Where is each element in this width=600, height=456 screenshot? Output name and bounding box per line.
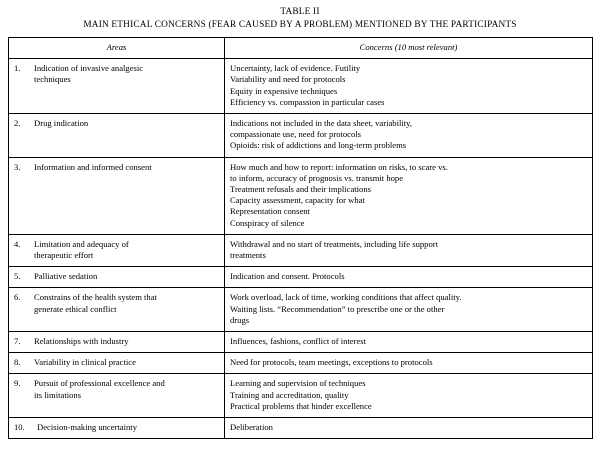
table-row	[9, 288, 593, 332]
table-row	[9, 374, 593, 418]
row-number: 9.	[14, 378, 21, 389]
concern-line: compassionate use, need for protocols	[230, 129, 362, 140]
area-label	[34, 336, 219, 347]
concerns-cell	[225, 288, 593, 332]
area-line: Relationships with industry	[34, 336, 129, 347]
concerns-cell	[225, 114, 593, 158]
concern-line: Efficiency vs. compassion in particular cases	[230, 96, 385, 107]
concerns-cell	[225, 157, 593, 234]
table-row	[9, 157, 593, 234]
row-number: 7.	[14, 336, 21, 347]
table-header	[9, 38, 593, 59]
concern-line: Uncertainty, lack of evidence. Futility	[230, 63, 361, 74]
area-label	[34, 292, 219, 314]
area-line: Palliative sedation	[34, 271, 98, 282]
table-row	[9, 418, 593, 439]
table-row	[9, 234, 593, 266]
area-cell	[9, 234, 225, 266]
concern-line: Variability and need for protocols	[230, 74, 346, 85]
concern-line: Learning and supervision of techniques	[230, 378, 366, 389]
ethical-concerns-table	[8, 37, 593, 439]
table-number: TABLE II	[280, 7, 320, 17]
area-line: its limitations	[34, 389, 82, 400]
area-line: Indication of invasive analgesic	[34, 63, 144, 74]
area-label	[37, 422, 219, 433]
area-cell	[9, 332, 225, 353]
concern-line: Indications not included in the data sheet, variability,	[230, 118, 413, 129]
area-line: Decision-making uncertainty	[37, 422, 137, 433]
area-cell	[9, 374, 225, 418]
concern-line: Capacity assessment, capacity for what	[230, 195, 365, 206]
concern-line: Indication and consent. Protocols	[230, 271, 345, 282]
table-title: MAIN ETHICAL CONCERNS (FEAR CAUSED BY A PROBLEM) MENTIONED BY THE PARTICIPANTS	[83, 19, 517, 30]
table-row	[9, 332, 593, 353]
concerns-cell	[225, 418, 593, 439]
area-cell	[9, 267, 225, 288]
concern-line: Practical problems that hinder excellence	[230, 400, 372, 411]
area-line: techniques	[34, 74, 71, 85]
concern-line: to inform, accuracy of prognosis vs. transmit hope	[230, 172, 404, 183]
table-body	[9, 59, 593, 439]
concern-line: Treatment refusals and their implications	[230, 184, 371, 195]
row-number: 10.	[14, 422, 25, 433]
area-label	[34, 63, 219, 85]
concerns-cell	[225, 332, 593, 353]
area-cell	[9, 59, 225, 114]
area-label	[34, 378, 219, 400]
area-label	[34, 162, 219, 173]
concern-line: How much and how to report: information on risks, to scare vs.	[230, 161, 448, 172]
area-cell	[9, 288, 225, 332]
concern-line: Influences, fashions, conflict of interest	[230, 336, 367, 347]
concerns-cell	[225, 353, 593, 374]
concern-line: Deliberation	[230, 422, 273, 433]
concern-line: Need for protocols, team meetings, exceptions to protocols	[230, 357, 433, 368]
area-cell	[9, 157, 225, 234]
concern-line: Training and accreditation, quality	[230, 389, 349, 400]
concern-line: Work overload, lack of time, working conditions that affect quality.	[230, 292, 462, 303]
header-row	[9, 38, 593, 59]
row-number: 6.	[14, 292, 21, 303]
area-line: Information and informed consent	[34, 161, 152, 172]
area-cell	[9, 418, 225, 439]
area-line: Variability in clinical practice	[34, 357, 136, 368]
concern-line: Equity in expensive techniques	[230, 85, 338, 96]
table-row	[9, 353, 593, 374]
concerns-cell	[225, 234, 593, 266]
row-number: 3.	[14, 161, 21, 172]
area-line: Constrains of the health system that	[34, 292, 157, 303]
row-number: 8.	[14, 357, 21, 368]
area-line: Limitation and adequacy of	[34, 238, 129, 249]
concern-line: Withdrawal and no start of treatments, including life support	[230, 238, 438, 249]
concerns-cell	[225, 59, 593, 114]
table-row	[9, 59, 593, 114]
area-label	[34, 118, 219, 129]
area-cell	[9, 353, 225, 374]
table-row	[9, 114, 593, 158]
concerns-cell	[225, 374, 593, 418]
concerns-cell	[225, 267, 593, 288]
area-line: therapeutic effort	[34, 250, 94, 261]
area-line: generate ethical conflict	[34, 303, 117, 314]
row-number: 2.	[14, 118, 21, 129]
concern-line: Conspiracy of silence	[230, 217, 305, 228]
concern-line: drugs	[230, 314, 250, 325]
table-caption	[8, 6, 592, 31]
concern-line: Opioids: risk of addictions and long-term problems	[230, 140, 407, 151]
row-number: 4.	[14, 238, 21, 249]
area-cell	[9, 114, 225, 158]
area-label	[34, 271, 219, 282]
column-header-concerns: Concerns (10 most relevant)	[225, 38, 593, 59]
row-number: 1.	[14, 63, 21, 74]
area-line: Pursuit of professional excellence and	[34, 378, 165, 389]
table-row	[9, 267, 593, 288]
area-label	[34, 239, 219, 261]
concern-line: treatments	[230, 250, 266, 261]
area-line: Drug indication	[34, 118, 89, 129]
area-label	[34, 357, 219, 368]
concern-line: Representation consent	[230, 206, 310, 217]
concern-line: Waiting lists. “Recommendation” to prescribe one or the other	[230, 303, 445, 314]
column-header-areas: Areas	[9, 38, 225, 59]
row-number: 5.	[14, 271, 21, 282]
